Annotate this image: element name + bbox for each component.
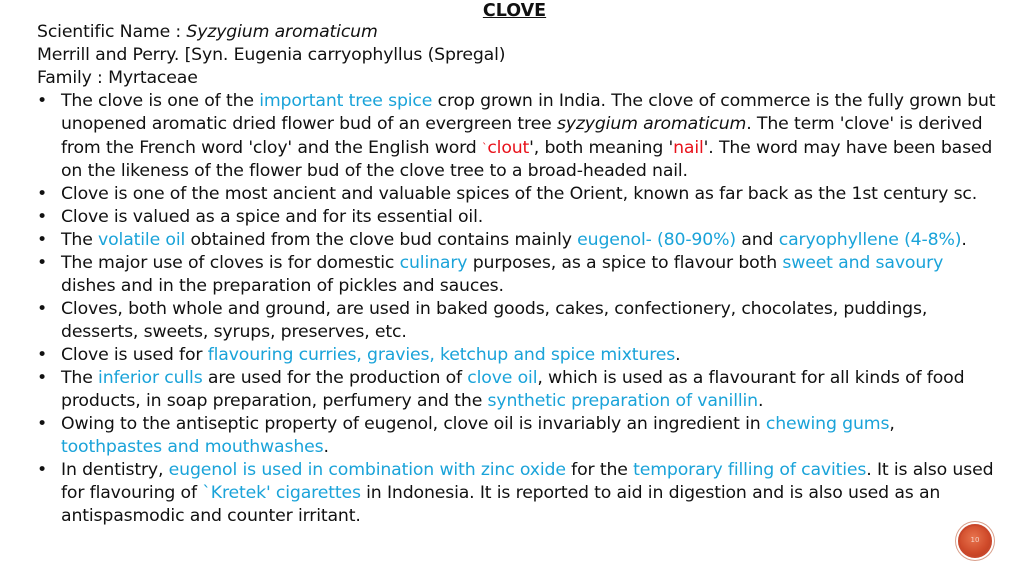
- slide-body: [37, 21, 997, 528]
- emphasis-text: clout: [487, 138, 530, 158]
- authors-line: Merrill and Perry. [Syn. Eugenia carryophyllus (Spregal): [37, 45, 506, 65]
- bullet-item-5: [37, 252, 997, 298]
- bullet-item-10: [37, 459, 997, 528]
- scientific-name-line: [37, 21, 997, 44]
- text: , which is used as a flavourant for all kinds of food products, in soap preparation, perfumery and the: [61, 368, 965, 411]
- text: in Indonesia. It is reported to aid in digestion and is also used as an antispasmodic and counter irritant.: [61, 483, 941, 526]
- bullet-item-8: [37, 367, 997, 413]
- bullet-item-3: • Clove is valued as a spice and for its essential oil.: [37, 206, 997, 229]
- bullet-item-2: • Clove is one of the most ancient and valuable spices of the Orient, known as far back as the 1st century sc.: [37, 183, 997, 206]
- tick-mark: `: [481, 141, 488, 154]
- italic-text: syzygium aromaticum: [556, 114, 747, 134]
- highlight-text: eugenol- (80-90%): [577, 230, 736, 250]
- highlight-text: clove oil: [467, 368, 538, 388]
- highlight-text: important tree spice: [259, 91, 433, 111]
- highlight-text: inferior culls: [98, 368, 203, 388]
- highlight-text: synthetic preparation of vanillin: [487, 391, 758, 411]
- text: purposes, as a spice to flavour both: [467, 253, 783, 273]
- highlight-text: volatile oil: [98, 230, 186, 250]
- bullet-item-6: • Cloves, both whole and ground, are used in baked goods, cakes, confectionery, chocolates, puddings, desserts, sweets, syrups, preserves, etc.: [37, 298, 997, 344]
- text: and: [735, 230, 779, 250]
- slide-title: CLOVE: [482, 1, 547, 21]
- slide-number-badge: [958, 524, 992, 558]
- text: The: [61, 230, 99, 250]
- bullet-item-4: [37, 229, 997, 252]
- text: In dentistry,: [61, 460, 169, 480]
- highlight-text: chewing gums: [765, 414, 890, 434]
- highlight-text: culinary: [399, 253, 468, 273]
- text: for the: [565, 460, 634, 480]
- bullet-item-1: [37, 90, 997, 183]
- scientific-name-label: Scientific Name :: [37, 22, 187, 42]
- highlight-text: caryophyllene (4-8%): [778, 230, 962, 250]
- text: The: [61, 368, 99, 388]
- text: dishes and in the preparation of pickles and sauces.: [61, 276, 504, 296]
- highlight-text: flavouring curries, gravies, ketchup and spice mixtures: [207, 345, 676, 365]
- bullet-list: [37, 90, 997, 528]
- scientific-name-value: Syzygium aromaticum: [186, 22, 378, 42]
- text: crop grown in India. The clove of commerce is the fully grown but unopened aromatic dried flower bud of an evergreen tree: [61, 91, 996, 134]
- family-line: Family : Myrtaceae: [37, 68, 198, 88]
- text: .: [961, 230, 967, 250]
- highlight-text: `Kretek' cigarettes: [202, 483, 361, 503]
- text: . It is also used for flavouring of: [61, 460, 994, 503]
- text: obtained from the clove bud contains mainly: [185, 230, 578, 250]
- text: ,: [889, 414, 895, 434]
- text: The major use of cloves is for domestic: [61, 253, 400, 273]
- text: . The term 'clove' is derived from the French word 'cloy' and the English word: [61, 114, 983, 158]
- text: are used for the production of: [202, 368, 468, 388]
- slide-number: 10: [970, 536, 980, 544]
- text: .: [323, 437, 329, 457]
- text: .: [675, 345, 681, 365]
- text: Clove is used for: [61, 345, 208, 365]
- text: The clove is one of the: [61, 91, 260, 111]
- text: '. The word may have been based on the likeness of the flower bud of the clove tree to a broad-headed nail.: [61, 138, 993, 181]
- emphasis-text: nail: [673, 138, 704, 158]
- highlight-text: sweet and savoury: [782, 253, 944, 273]
- highlight-text: toothpastes and mouthwashes: [61, 437, 324, 457]
- bullet-item-9: [37, 413, 997, 459]
- bullet-item-7: [37, 344, 997, 367]
- text: .: [757, 391, 764, 411]
- text: ', both meaning ': [529, 138, 674, 158]
- highlight-text: eugenol is used in combination with zinc oxide: [168, 460, 566, 480]
- highlight-text: temporary filling of cavities: [633, 460, 867, 480]
- text: Owing to the antiseptic property of eugenol, clove oil is invariably an ingredient in: [61, 414, 766, 434]
